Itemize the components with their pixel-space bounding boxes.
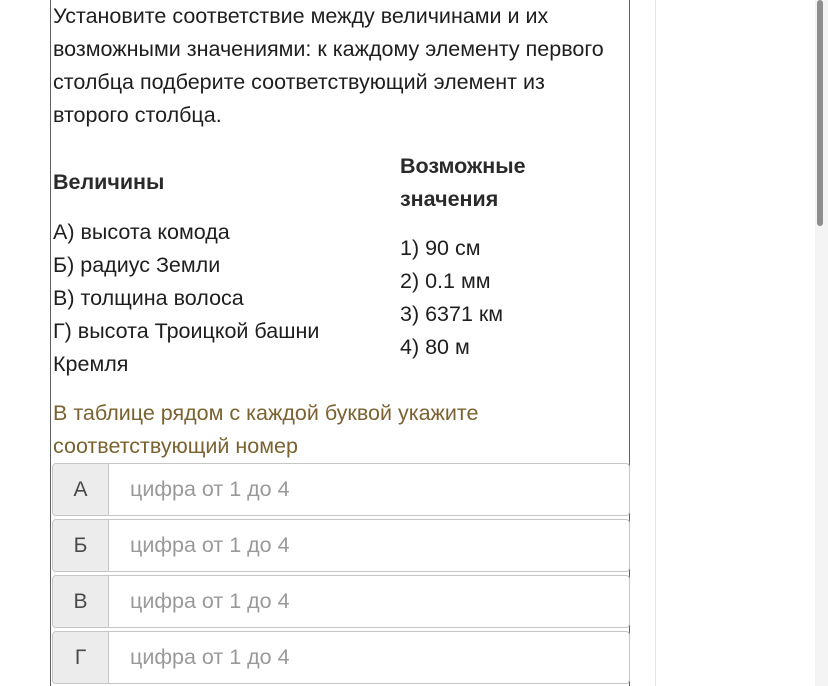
values-heading: Возможные значения xyxy=(400,154,526,211)
letter-label: В xyxy=(53,576,109,627)
answer-row-a xyxy=(52,463,630,519)
answer-row-b xyxy=(52,519,630,575)
scrollbar-thumb[interactable] xyxy=(817,0,823,226)
values-list xyxy=(400,232,600,364)
answer-row-v xyxy=(52,575,630,631)
quantity-item: В) толщина волоса xyxy=(53,286,244,310)
value-item: 3) 6371 км xyxy=(400,302,504,326)
value-item: 2) 0.1 мм xyxy=(400,269,491,293)
answer-input-v[interactable] xyxy=(112,578,624,624)
quantity-item: Г) высота Троицкой башни Кремля xyxy=(53,319,320,376)
task-intro: Установите соответствие между величинами и их возможными значениями: к каждому элементу первого столбца подберите соответствующий элемент из второго столбца. xyxy=(53,4,604,127)
answer-table xyxy=(52,463,630,686)
quantity-item: Б) радиус Земли xyxy=(53,253,221,277)
value-item: 1) 90 см xyxy=(400,236,481,260)
answer-row-g xyxy=(52,631,630,686)
answer-input-g[interactable] xyxy=(112,634,624,680)
letter-label: А xyxy=(53,464,109,515)
quantities-heading: Величины xyxy=(53,170,165,194)
answer-input-a[interactable] xyxy=(112,466,624,512)
letter-label: Г xyxy=(53,632,109,683)
letter-label: Б xyxy=(53,520,109,571)
answer-hint: В таблице рядом с каждой буквой укажите соответствующий номер xyxy=(53,401,479,458)
value-item: 4) 80 м xyxy=(400,335,470,359)
quantities-list xyxy=(53,216,373,381)
quantity-item: А) высота комода xyxy=(53,220,230,244)
answer-input-b[interactable] xyxy=(112,522,624,568)
column-divider xyxy=(655,0,656,686)
